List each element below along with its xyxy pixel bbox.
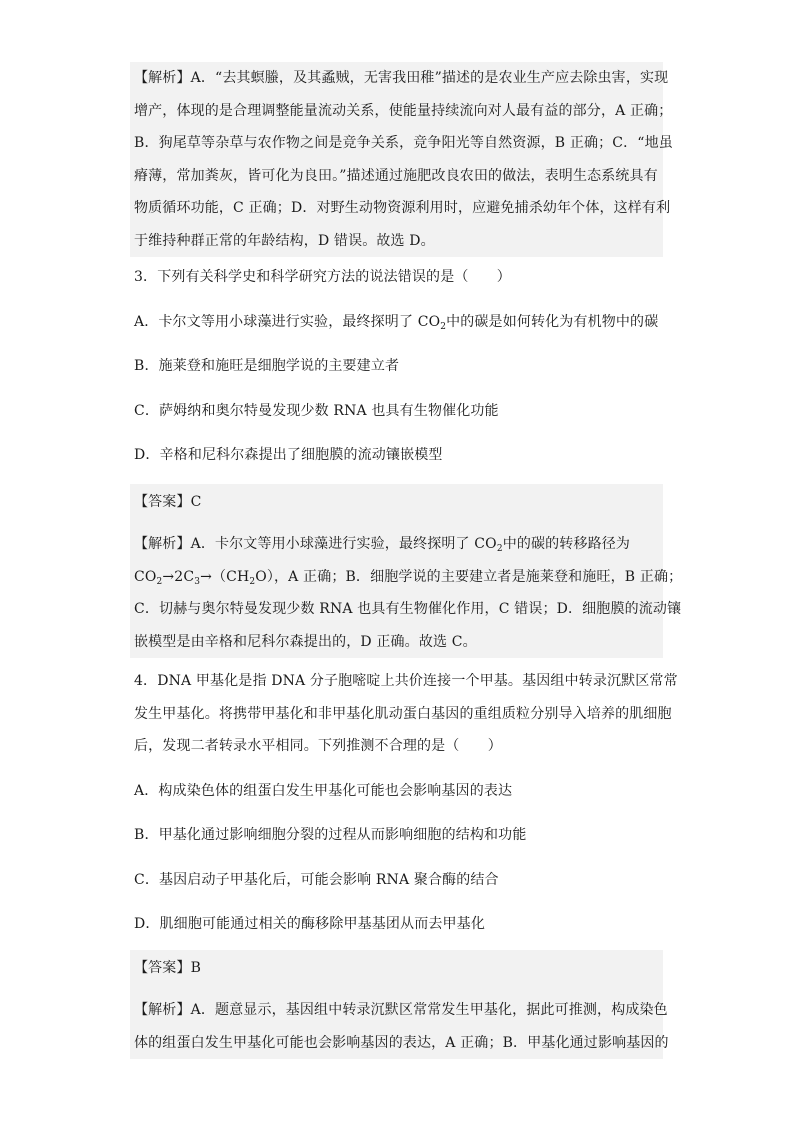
question-4-stem-line: 发生甲基化。将携带甲基化和非甲基化肌动蛋白基因的重组质粒分别导入培养的肌细胞 (134, 705, 672, 722)
question-4-option-a: A．构成染色体的组蛋白发生甲基化可能也会影响基因的表达 (134, 782, 513, 799)
question-3-option-d: D．辛格和尼科尔森提出了细胞膜的流动镶嵌模型 (134, 447, 443, 463)
q3-analysis-line: 嵌模型是由辛格和尼科尔森提出的，D 正确。故选 C。 (134, 633, 477, 650)
question-4-option-b: B．甲基化通过影响细胞分裂的过程从而影响细胞的结构和功能 (134, 827, 527, 843)
q2-analysis-line: 增产，体现的是合理调整能量流动关系，使能量持续流向对人最有益的部分，A 正确； (134, 102, 673, 119)
question-3 (130, 261, 663, 472)
q2-analysis-line: B．狗尾草等杂草与农作物之间是竞争关系，竞争阳光等自然资源，B 正确；C．“地虽 (134, 135, 673, 151)
question-4-option-d: D．肌细胞可能通过相关的酶移除甲基基团从而去甲基化 (134, 916, 485, 932)
q4-answer-block (130, 950, 669, 1059)
question-4-answer: 【答案】B (134, 960, 202, 976)
q2-analysis-line: 于维持种群正常的年龄结构，D 错误。故选 D。 (134, 232, 435, 249)
question-4 (130, 665, 678, 941)
q3-analysis-line: C．切赫与奥尔特曼发现少数 RNA 也具有生物催化作用，C 错误；D．细胞膜的流动镶 (134, 601, 682, 617)
q4-analysis-line: 体的组蛋白发生甲基化可能也会影响基因的表达，A 正确；B．甲基化通过影响基因的 (134, 1034, 669, 1051)
question-4-stem-line: 后，发现二者转录水平相同。下列推测不合理的是（ ） (134, 738, 502, 754)
question-3-option-c: C．萨姆纳和奥尔特曼发现少数 RNA 也具有生物催化功能 (134, 402, 499, 419)
question-4-option-c: C．基因启动子甲基化后，可能会影响 RNA 聚合酶的结合 (134, 871, 499, 888)
question-3-option-a: A．卡尔文等用小球藻进行实验，最终探明了 $CO_2$中的碳是如何转化为有机物中的碳 (134, 313, 659, 332)
q4-analysis-line: 【解析】A．题意显示，基因组中转录沉默区常常发生甲基化，据此可推测，构成染色 (134, 1002, 668, 1018)
q3-analysis-line: $CO_2\to 2C_3\to(CH_2O)$，A 正确；B．细胞学说的主要建立者是施莱登和施旺，B 正确； (134, 568, 683, 587)
q3-answer-block (130, 484, 683, 658)
q2-analysis-line: 瘠薄，常加粪灰，皆可化为良田。”描述通过施肥改良农田的做法，表明生态系统具有 (134, 167, 658, 184)
q2-analysis-block (130, 62, 673, 257)
question-3-stem: 3．下列有关科学史和科学研究方法的说法错误的是（ ） (134, 269, 511, 285)
question-3-option-b: B．施莱登和施旺是细胞学说的主要建立者 (134, 358, 400, 374)
q3-analysis-line: 【解析】A．卡尔文等用小球藻进行实验，最终探明了 $CO_2$中的碳的转移路径为 (134, 536, 631, 554)
question-3-answer: 【答案】C (134, 494, 202, 510)
q2-analysis-line: 物质循环功能，C 正确；D．对野生动物资源利用时，应避免捕杀幼年个体，这样有利 (134, 200, 671, 216)
q2-analysis-line: 【解析】A．“去其螟螣，及其蟊贼，无害我田稚”描述的是农业生产应去除虫害，实现 (134, 70, 669, 86)
question-4-stem-line: 4．DNA 甲基化是指 DNA 分子胞嘧啶上共价连接一个甲基。基因组中转录沉默区常常 (134, 673, 678, 689)
